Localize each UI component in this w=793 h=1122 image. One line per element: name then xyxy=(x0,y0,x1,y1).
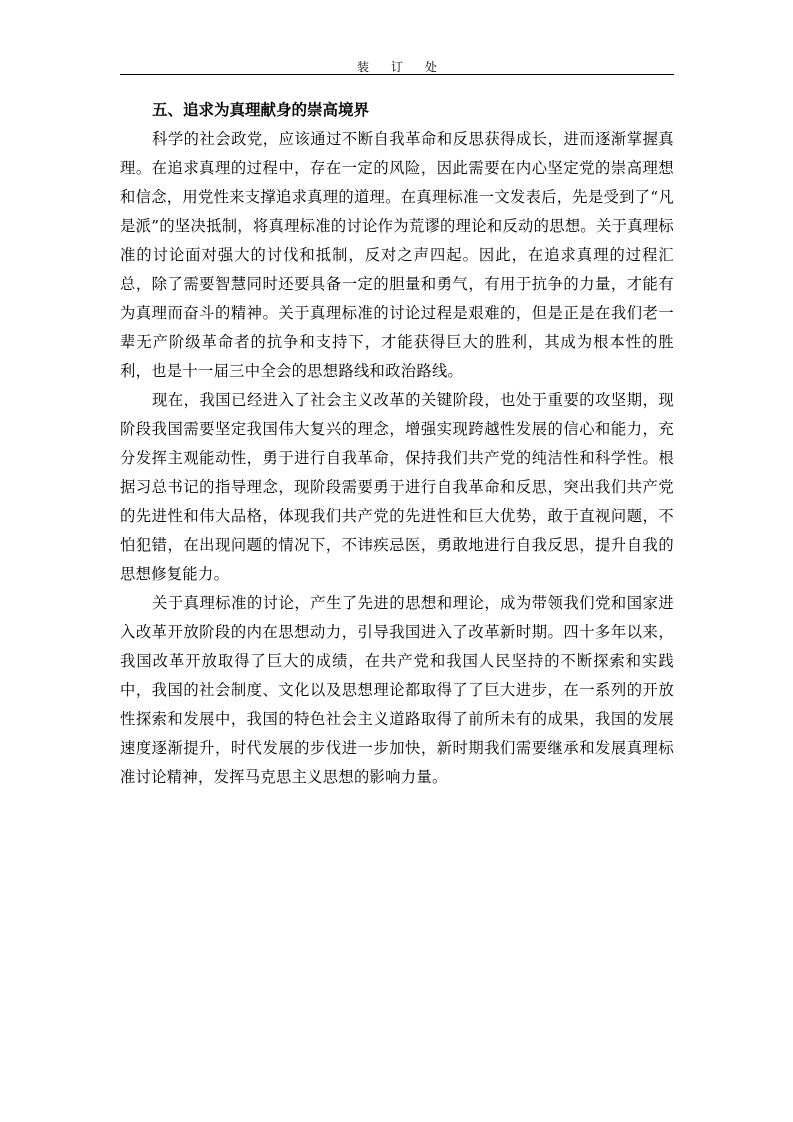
paragraph-2: 现在，我国已经进入了社会主义改革的关键阶段，也处于重要的攻坚期，现阶段我国需要坚定我国伟大复兴的理念，增强实现跨越性发展的信心和能力，充分发挥主观能动性，勇于进行自我革命，保持我们共产党的纯洁性和科学性。根据习总书记的指导理念，现阶段需要勇于进行自我革命和反思，突出我们共产党的先进性和伟大品格，体现我们共产党的先进性和巨大优势，敢于直视问题，不怕犯错，在出现问题的情况下，不讳疾忌医，勇敢地进行自我反思，提升自我的思想修复能力。 xyxy=(120,391,674,583)
page-header xyxy=(120,56,674,75)
paragraph-1: 科学的社会政党，应该通过不断自我革命和反思获得成长，进而逐渐掌握真理。在追求真理的过程中，存在一定的风险，因此需要在内心坚定党的崇高理想和信念，用党性来支撑追求真理的道理。在真理标准一文发表后，先是受到了“凡是派”的坚决抵制，将真理标准的讨论作为荒谬的理论和反动的思想。关于真理标准的讨论面对强大的讨伐和抵制，反对之声四起。因此，在追求真理的过程汇总，除了需要智慧同时还要具备一定的胆量和勇气，有用于抗争的力量，才能有为真理而奋斗的精神。关于真理标准的讨论过程是艰难的，但是正是在我们老一辈无产阶级革命者的抗争和支持下，才能获得巨大的胜利，其成为根本性的胜利，也是十一届三中全会的思想路线和政治路线。 xyxy=(120,130,675,380)
section-title: 五、追求为真理献身的崇高境界 xyxy=(152,101,370,119)
document-body xyxy=(120,96,674,792)
paragraph-3: 关于真理标准的讨论，产生了先进的思想和理论，成为带领我们党和国家进入改革开放阶段的内在思想动力，引导我国进入了改革新时期。四十多年以来，我国改革开放取得了巨大的成绩，在共产党和我国人民坚持的不断探索和实践中，我国的社会制度、文化以及思想理论都取得了了巨大进步，在一系列的开放性探索和发展中，我国的特色社会主义道路取得了前所未有的成果，我国的发展速度逐渐提升，时代发展的步伐进一步加快，新时期我们需要继承和发展真理标准讨论精神，发挥马克思主义思想的影响力量。 xyxy=(120,594,674,786)
binding-label: 装订处 xyxy=(356,60,459,74)
